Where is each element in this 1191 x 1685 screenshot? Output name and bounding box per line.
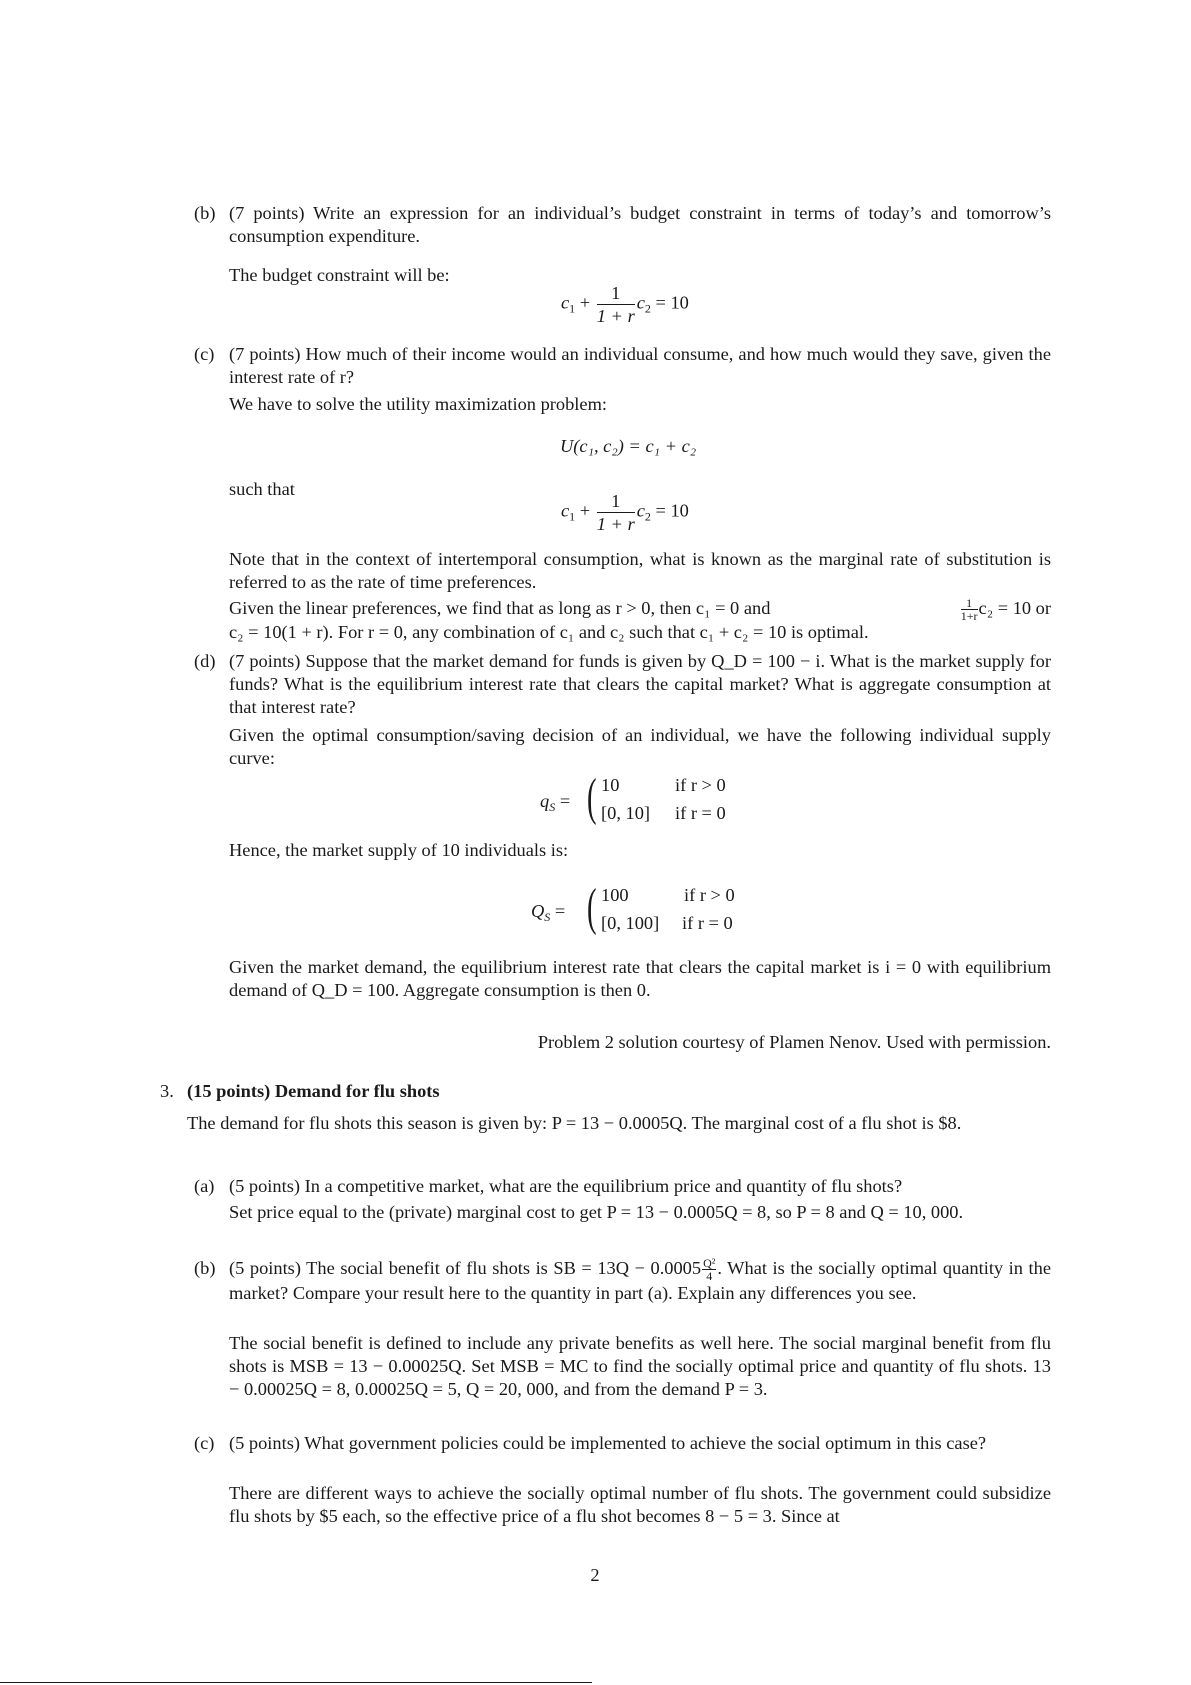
part-d-conclusion: Given the market demand, the equilibrium interest rate that clears the capital market is i = 0 with equilibrium demand of Q_D = 100. Aggregate consumption is then 0. — [229, 957, 1051, 1000]
part-c-question: (7 points) How much of their income would an individual consume, and how much would they save, given the interest rate of r? — [229, 344, 1051, 387]
eq-frac-den: 1 + r — [596, 306, 635, 326]
part-d-answer-intro: Given the optimal consumption/saving decision of an individual, we have the following individual supply curve: — [229, 725, 1051, 768]
constraint-equation: $c_1$ + $\frac{1}{1 + r}$ $c_2 = 10$ — [561, 491, 689, 534]
eq-fraction — [597, 282, 635, 327]
p3-b-question: (5 points) The social benefit of flu shots is SB = 13Q − 0.0005 $\frac{\text{Q²}}{4}$ . What is the socially optimal quantity in the market? Compare your result here to the quantity in part (a). Explain any differences you see. — [229, 1256, 1051, 1304]
p3-a-question: (5 points) In a competitive market, what are the equilibrium price and quantity of flu shots? — [229, 1176, 903, 1196]
market-supply-intro: Hence, the market supply of 10 individuals is: — [229, 840, 569, 860]
bottom-rule — [0, 1682, 592, 1683]
p3-a-label: (a) — [194, 1176, 215, 1196]
eq-plus: + — [579, 292, 591, 313]
eq-c1: c — [561, 292, 570, 313]
p3-c-label: (c) — [194, 1433, 215, 1453]
part-c-note: Note that in the context of intertemporal consumption, what is known as the marginal rate of substitution is referred to as the rate of time preferences. — [229, 549, 1051, 592]
eq-frac-num: 1 — [597, 282, 635, 305]
solution-credit: Problem 2 solution courtesy of Plamen Nenov. Used with permission. — [537, 1032, 1051, 1052]
part-b-answer-intro: The budget constraint will be: — [229, 265, 450, 285]
problem3-title: (15 points) Demand for flu shots — [187, 1081, 440, 1101]
part-b-label: (b) — [194, 203, 216, 223]
p3-c-question: (5 points) What government policies could be implemented to achieve the social optimum in this case? — [229, 1433, 987, 1453]
p3-a-answer: Set price equal to the (private) marginal cost to get P = 13 − 0.0005Q = 8, so P = 8 and Q = 10, 000. — [229, 1202, 964, 1222]
p3-c-answer: There are different ways to achieve the socially optimal number of flu shots. The government could subsidize flu shots by $5 each, so the effective price of a flu shot becomes 8 − 5 = 3. Since at — [229, 1483, 1051, 1526]
such-that-text: such that — [229, 479, 295, 499]
part-d-label: (d) — [194, 651, 216, 671]
part-c-label: (c) — [194, 344, 215, 364]
p3-b-label: (b) — [194, 1258, 216, 1278]
utility-equation: U(c₁, c₂) = c₁ + c₂ — [560, 436, 697, 456]
Qs-lhs: $Q_S$ = — [531, 901, 566, 924]
part-c-given-line1: Given the linear preferences, we find that as long as r > 0, then c₁ = 0 and $\frac{1}{1+r}$ c₂ = 10 or — [229, 596, 1051, 624]
part-b-question: (7 points) Write an expression for an individual’s budget constraint in terms of today’s and tomorrow’s consumption expenditure. — [229, 203, 1051, 246]
page-number: 2 — [590, 1565, 600, 1585]
document-page: (b) (7 points) Write an expression for an individual’s budget constraint in terms of today’s and tomorrow’s consumption expenditure. The budget constraint will be: $c_1$ + $\frac{1}{1 + r}$ $c_2 = 10$ (c) (7 points) How much of their income would an individual consume, and how much would they save, given the interest rate of r? We have to solve the utility maximization problem: U(c₁, c₂) = c₁ + c₂ such that $c_1$ + $\frac{1}{1 + r}$ $c_2 = 10$ Note that in the context of intertemporal consumption, what is known as the marginal rate of substitution is referred to as the rate of time preferences. Given the linear preferences, we find that as long as r > 0, then c₁ = 0 and $\frac{1}{1+r}$ c₂ = 10 or c₂ = 10(1 + r). For r = 0, any combination of c₁ and c₂ such that c₁ + c₂ = 10 is optimal. (d) (7 points) Suppose that the market demand for funds is given by Q_D = 100 − i. What is the market supply for funds? What is the equilibrium interest rate that clears the capital market? What is aggregate consumption at that interest rate? Given the optimal consumption/saving decision of an individual, we have the following individual supply curve: $q_S$ = ( 10 if r > 0 [0, 10] if r = 0 Hence, the market supply of 10 individuals is: $Q_S$ = ( 100 if r > 0 [0, 100] if r = 0 Given the market demand, the equilibrium interest rate that clears the capital market is i = 0 with equilibrium demand of Q_D = 100. Aggregate consumption is then 0. Problem 2 solution courtesy of Plamen Nenov. Used with permission. 3. (15 points) Demand for flu shots The demand for flu shots this season is given by: P = 13 − 0.0005Q. The marginal cost of a flu shot is $8. (a) (5 points) In a competitive market, what are the equilibrium price and quantity of flu shots? Set price equal to the (private) marginal cost to get P = 13 − 0.0005Q = 8, so P = 8 and Q = 10, 000. (b) (5 points) The social benefit of flu shots is SB = 13Q − 0.0005 $\frac{\text{Q²}}{4}$ . What is the socially optimal quantity in the market? Compare your result here to the quantity in part (a). Explain any differences you see. The social benefit is defined to include any private benefits as well here. The social marginal benefit from flu shots is MSB = 13 − 0.00025Q. Set MSB = MC to find the socially optimal price and quantity of flu shots. 13 − 0.00025Q = 8, 0.00025Q = 5, Q = 20, 000, and from the demand P = 3. (c) (5 points) What government policies could be implemented to achieve the social optimum in this case? There are different ways to achieve the socially optimal number of flu shots. The government could subsidize flu shots by $5 each, so the effective price of a flu shot becomes 8 − 5 = 3. Since at 2 — [0, 0, 1191, 1685]
part-c-given-line2: c₂ = 10(1 + r). For r = 0, any combination of c₁ and c₂ such that c₁ + c₂ = 10 is optimal. — [229, 622, 869, 642]
problem3-intro: The demand for flu shots this season is given by: P = 13 − 0.0005Q. The marginal cost of a flu shot is $8. — [187, 1113, 962, 1133]
p3-b-answer: The social benefit is defined to include any private benefits as well here. The social marginal benefit from flu shots is MSB = 13 − 0.00025Q. Set MSB = MC to find the socially optimal price and quantity of flu shots. 13 − 0.00025Q = 8, 0.00025Q = 5, Q = 20, 000, and from the demand P = 3. — [229, 1333, 1051, 1399]
part-d-question: (7 points) Suppose that the market demand for funds is given by Q_D = 100 − i. What is the market supply for funds? What is the equilibrium interest rate that clears the capital market? What is aggregate consumption at that interest rate? — [229, 651, 1051, 717]
problem3-number: 3. — [160, 1081, 174, 1101]
qs-lhs: $q_S$ = — [540, 791, 571, 814]
budget-constraint-equation: $c_1$ + $\frac{1}{1 + r}$ $c_2 = 10$ — [561, 283, 689, 326]
eq-rhs: = 10 — [655, 292, 689, 313]
part-c-answer-intro: We have to solve the utility maximization problem: — [229, 394, 607, 414]
